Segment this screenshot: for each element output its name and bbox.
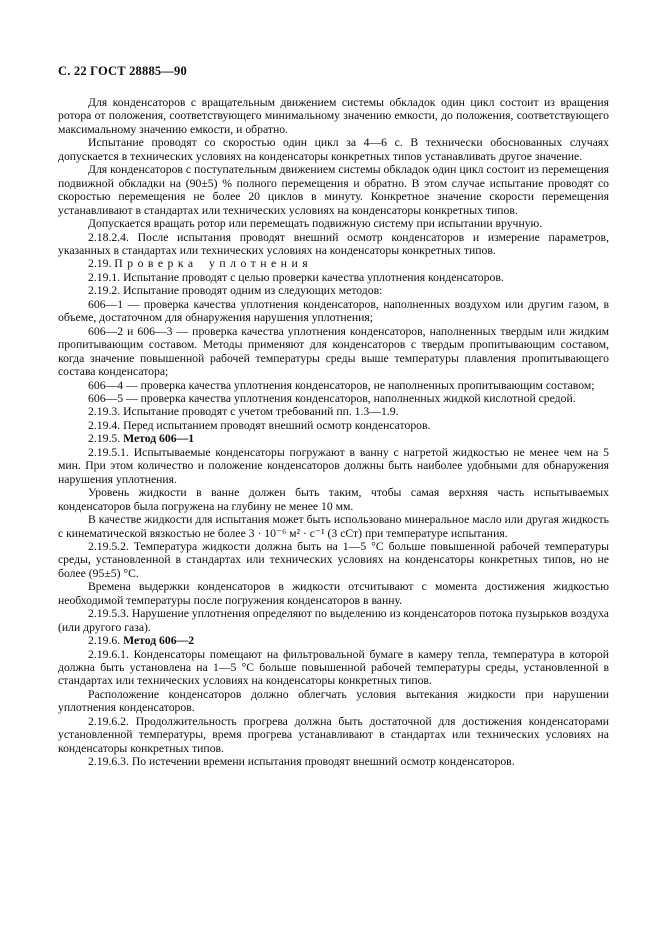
paragraph: Для конденсаторов с поступательным движением системы обкладок один цикл состоит из перемещения подвижной обкладки на (90±5) % полного перемещения и обратно. В этом случае испытание проводят со скоростью перемещения не более 20 циклов в минуту. Конкретное значение скорости перемещения устанавливают в стандартах или технических условиях на конденсаторы конкретных типов. (58, 163, 609, 217)
paragraph: 2.19.5.1. Испытываемые конденсаторы погружают в ванну с нагретой жидкостью не менее чем на 5 мин. При этом количество и положение конденсаторов должны быть наиболее удобными для обнаружения нарушения уплотнения. (58, 445, 609, 486)
document-body (58, 96, 609, 769)
paragraph: 2.19.1. Испытание проводят с целью проверки качества уплотнения конденсаторов. (88, 270, 504, 284)
paragraph: 606—4 — проверка качества уплотнения конденсаторов, не наполненных пропитывающим составом; (88, 378, 595, 392)
paragraph: Для конденсаторов с вращательным движением системы обкладок один цикл состоит из вращения ротора от положения, соответствующего минимальному значению емкости, до положения, соответствующего максимальному значению емкости, и обратно. (58, 96, 609, 136)
paragraph: 606—2 и 606—3 — проверка качества уплотнения конденсаторов, наполненных твердым или жидким пропитывающим составом. Методы применяют для конденсаторов с твердым пропитывающим составом, когда значение повышенной рабочей температуры среды выше температуры плавления пропитывающего состава конденсатора; (58, 324, 609, 379)
paragraph: 2.19.3. Испытание проводят с учетом требований пп. 1.3—1.9. (88, 405, 399, 419)
paragraph: Расположение конденсаторов должно облегчать условия вытекания жидкости при нарушении уплотнения конденсаторов. (58, 687, 609, 715)
method-title: Метод 606—1 (123, 432, 195, 446)
paragraph: Испытание проводят со скоростью один цикл за 4—6 с. В технически обоснованных случаях допускается в технических условиях на конденсаторы конкретных типов устанавливать другое значение. (58, 136, 609, 163)
clause-number: 2.19.5. (88, 432, 124, 446)
paragraph: Допускается вращать ротор или перемещать подвижную систему при испытании вручную. (88, 217, 543, 231)
paragraph: 2.19.6.1. Конденсаторы помещают на фильтровальной бумаге в камеру тепла, температура в которой должна быть установлена на 1—5 °С больше повышенной рабочей температуры среды, установленной в стандартах или технических условиях на конденсаторы конкретных типов. (58, 647, 609, 688)
paragraph: 2.19.5.2. Температура жидкости должна быть на 1—5 °С больше повышенной рабочей температуры среды, установленной в стандартах или технических условиях на конденсаторы конкретных типов, но не более (95±5) °С. (58, 539, 609, 580)
paragraph: 606—5 — проверка качества уплотнения конденсаторов, наполненных жидкой кислотной средой. (88, 391, 576, 405)
page-header: С. 22 ГОСТ 28885—90 (58, 64, 187, 78)
paragraph: В качестве жидкости для испытания может быть использовано минеральное масло или другая жидкость с кинематической вязкостью не более 3 · 10⁻⁶ м² · с⁻¹ (3 сСт) при температуре испытания. (58, 513, 609, 540)
paragraph: 2.19.4. Перед испытанием проводят внешний осмотр конденсаторов. (88, 418, 431, 432)
section-number: 2.19. (88, 257, 115, 271)
method-heading (58, 432, 609, 445)
section-title: Проверка уплотнения (114, 257, 313, 271)
paragraph: 2.19.5.3. Нарушение уплотнения определяют по выделению из конденсаторов потока пузырьков воздуха (или другого газа). (58, 607, 609, 634)
clause-number: 2.19.6. (88, 634, 124, 648)
paragraph: 2.19.6.3. По истечении времени испытания проводят внешний осмотр конденсаторов. (88, 755, 515, 769)
section-heading (58, 257, 609, 270)
paragraph: Уровень жидкости в ванне должен быть таким, чтобы самая верхняя часть испытываемых конденсаторов была погружена на глубину не менее 10 мм. (58, 486, 609, 513)
method-heading (58, 634, 609, 647)
paragraph: 2.19.6.2. Продолжительность прогрева должна быть достаточной для достижения конденсаторами установленной температуры, время прогрева устанавливают в стандартах или технических условиях на конденсаторы конкретных типов. (58, 714, 609, 755)
paragraph: Времена выдержки конденсаторов в жидкости отсчитывают с момента достижения жидкостью необходимой температуры после погружения конденсаторов в ванну. (58, 580, 609, 607)
paragraph: 606—1 — проверка качества уплотнения конденсаторов, наполненных воздухом или другим газом, в объеме, достаточном для обнаружения нарушения уплотнения; (58, 297, 609, 325)
paragraph: 2.19.2. Испытание проводят одним из следующих методов: (88, 284, 383, 298)
paragraph: 2.18.2.4. После испытания проводят внешний осмотр конденсаторов и измерение параметров, указанных в стандартах или технических условиях на конденсаторы конкретных типов. (58, 230, 609, 257)
method-title: Метод 606—2 (123, 634, 195, 648)
